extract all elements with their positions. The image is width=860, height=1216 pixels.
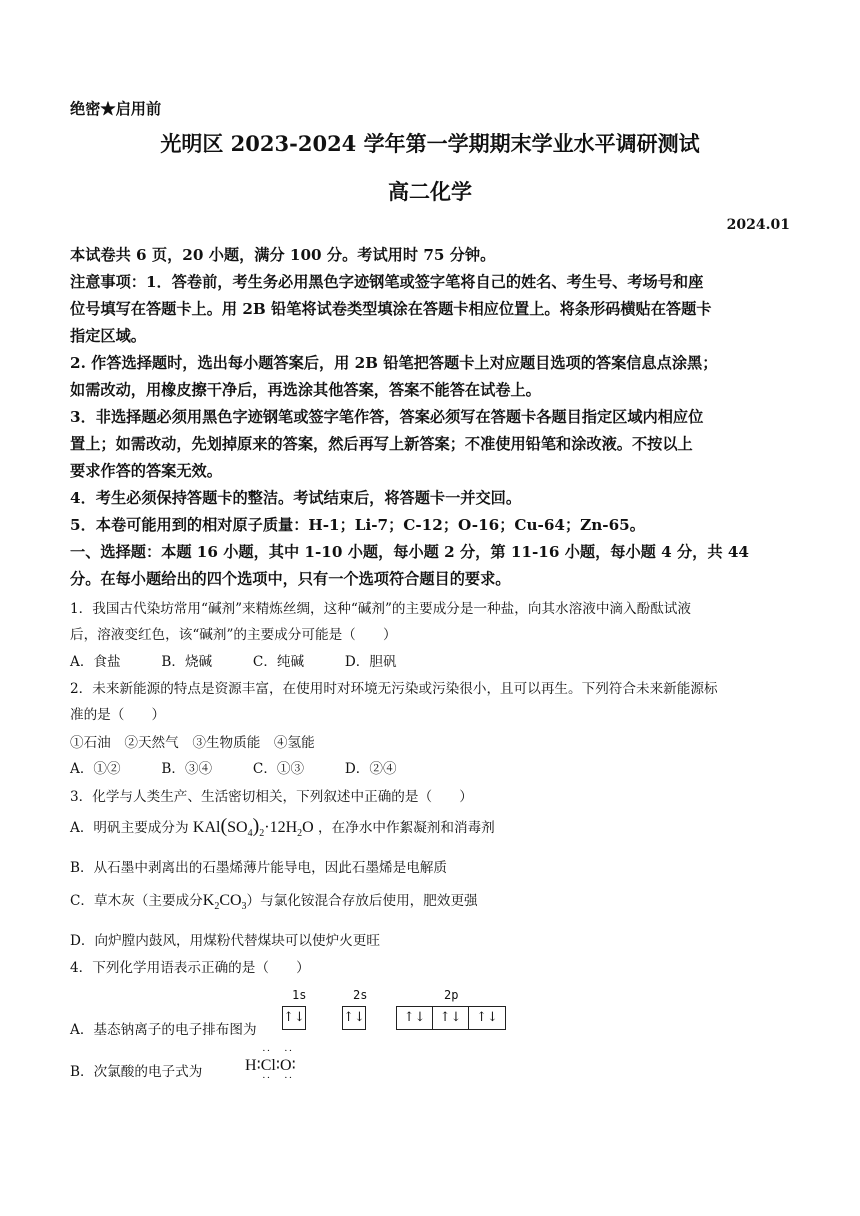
electron-pair-2pz: ↑↓ [476,1010,498,1025]
note-3-line-3: 要求作答的答案无效。 [70,462,222,480]
q1-stem-line-1: 1．我国古代染坊常用“碱剂”来精炼丝绸，这种“碱剂”的主要成分是一种盐，向其水溶液中滴入酚酞试液 [70,601,691,617]
q4-stem: 4．下列化学用语表示正确的是（ ） [70,960,310,976]
q3-option-c-prefix: C．草木灰（主要成分 [70,893,203,909]
lone-pair-o-top: ·· [284,1045,294,1057]
q3-option-a [70,815,495,839]
hocl-cl: Cl [260,1057,276,1074]
note-1-line-2: 位号填写在答题卡上。用 2B 铅笔将试卷类型填涂在答题卡相应位置上。将条形码横贴在答题卡 [70,300,712,318]
exam-summary: 本试卷共 6 页，20 小题，满分 100 分。考试用时 75 分钟。 [70,246,496,264]
subject-title: 高二化学 [388,179,472,204]
q1-stem-line-2: 后，溶液变红色，该“碱剂”的主要成分可能是（ ） [70,627,397,643]
q3-option-a-suffix: ，在净水中作絮凝剂和消毒剂 [318,820,495,836]
orbital-label-1s: 1s [292,988,307,1002]
q3-option-b: B．从石墨中剥离出的石墨烯薄片能导电，因此石墨烯是电解质 [70,860,448,876]
q2-options: A．①② B．③④ C．①③ D．②④ [70,761,397,777]
confidential-label: 绝密★启用前 [70,100,162,118]
note-2-line-2: 如需改动，用橡皮擦干净后，再选涂其他答案，答案不能答在试卷上。 [70,381,541,399]
q2-stem-line-1: 2．未来新能源的特点是资源丰富，在使用时对环境无污染或污染很小，且可以再生。下列符合未来新能源标 [70,681,718,697]
orbital-box-1s [282,1006,306,1030]
q2-items: ①石油 ②天然气 ③生物质能 ④氢能 [70,735,315,751]
note-3-line-1: 3．非选择题必须用黑色字迹钢笔或签字笔作答，答案必须写在答题卡各题目指定区域内相应位 [70,408,704,426]
note-3-line-2: 置上；如需改动，先划掉原来的答案，然后再写上新答案；不准使用铅笔和涂改液。不按以上 [70,435,693,453]
electron-pair-1s: ↑↓ [283,1010,305,1025]
q4-option-a: A．基态钠离子的电子排布图为 [70,1022,257,1038]
lone-pair-cl-bottom: ·· [262,1072,272,1084]
note-5: 5．本卷可能用到的相对原子质量：H-1；Li-7；C-12；O-16；Cu-64；Zn-65。 [70,516,645,534]
lone-pair-cl-top: ·· [262,1045,272,1057]
hocl-h: H [245,1057,257,1074]
hocl-o: O [280,1057,292,1074]
hocl-electron-formula [245,1045,296,1084]
exam-title: 光明区 2023-2024 学年第一学期期末学业水平调研测试 [160,131,700,156]
lone-pair-o-bottom: ·· [284,1072,294,1084]
q1-options: A．食盐 B．烧碱 C．纯碱 D．胆矾 [70,654,397,670]
orbital-box-2p [396,1006,506,1030]
q3-option-a-prefix: A．明矾主要成分为 [70,820,189,836]
note-4: 4．考生必须保持答题卡的整洁。考试结束后，将答题卡一并交回。 [70,489,522,507]
bond-dots-1: ∶ [256,1057,261,1074]
note-1-line-1: 注意事项：1．答卷前，考生务必用黑色字迹钢笔或签字笔将自己的姓名、考生号、考场号和座 [70,273,704,291]
bond-dots-2: ∶ [275,1057,281,1074]
exam-date: 2024.01 [726,217,790,233]
section-1-header-line-2: 分。在每小题给出的四个选项中，只有一个选项符合题目的要求。 [70,570,511,588]
orbital-label-2s: 2s [353,988,368,1002]
potassium-carbonate-formula: $K_2CO_3$ [202,892,247,913]
alum-formula: $KAl(SO_4)_2\cdot 12H_2O$ [192,815,314,840]
q2-stem-line-2: 准的是（ ） [70,707,166,723]
note-1-line-3: 指定区域。 [70,327,146,345]
orbital-box-2s [342,1006,366,1030]
lone-pair-right: ∶ [291,1057,296,1074]
orbital-label-2p: 2p [444,988,459,1002]
q3-option-c-suffix: ）与氯化铵混合存放后使用，肥效更强 [246,893,478,909]
section-1-header-line-1: 一、选择题：本题 16 小题，其中 1-10 小题，每小题 2 分，第 11-16 小题，每小题 4 分，共 44 [70,543,749,561]
electron-pair-2py: ↑↓ [433,1007,469,1029]
electron-pair-2s: ↑↓ [343,1010,365,1025]
q3-stem: 3．化学与人类生产、生活密切相关，下列叙述中正确的是（ ） [70,789,473,805]
q3-option-d: D．向炉膛内鼓风，用煤粉代替煤块可以使炉火更旺 [70,933,380,949]
q3-option-c [70,889,478,912]
electron-pair-2px: ↑↓ [397,1007,433,1029]
q4-option-b: B．次氯酸的电子式为 [70,1064,203,1080]
note-2-line-1: 2. 作答选择题时，选出每小题答案后，用 2B 铅笔把答题卡上对应题目选项的答案信息点涂黑； [70,354,718,372]
